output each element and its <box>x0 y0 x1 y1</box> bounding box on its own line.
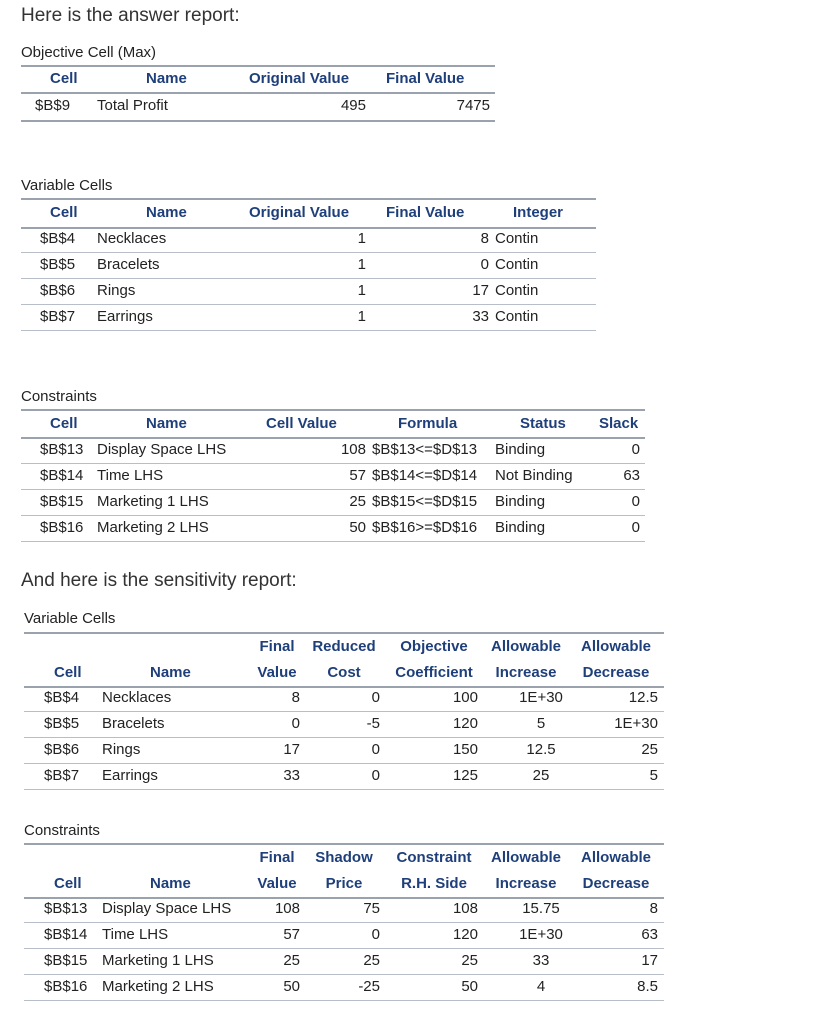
objective-final-value: 7475 <box>456 97 490 114</box>
table-cell-ref: $B$13 <box>40 441 84 458</box>
table-cell-name: Display Space LHS <box>97 441 227 458</box>
table-cell-cost-or-price: -25 <box>358 978 380 995</box>
answer-report-intro: Here is the answer report: <box>21 5 240 26</box>
table-cell-ref: $B$6 <box>44 741 80 758</box>
answer-variables-title: Variable Cells <box>21 177 113 194</box>
table-cell-final-value: 50 <box>283 978 300 995</box>
header-top-1: Reduced <box>312 638 376 655</box>
table-cell-ref: $B$15 <box>40 493 84 510</box>
table-cell-cost-or-price: 0 <box>371 767 380 784</box>
table-cell-ref: $B$7 <box>44 767 80 784</box>
header-top-1: Shadow <box>315 849 373 866</box>
table-cell-allowable-increase: 25 <box>532 767 550 784</box>
table-cell-final-value: 25 <box>283 952 300 969</box>
table-cell-ref: $B$14 <box>40 467 84 484</box>
sensitivity-report-intro: And here is the sensitivity report: <box>21 570 297 591</box>
header-bottom-2: Value <box>257 664 297 681</box>
header-cell: Cell <box>54 875 82 892</box>
table-row-rule <box>24 737 664 738</box>
sensitivity-variables-header-rule <box>24 686 664 688</box>
table-cell-integer: Contin <box>495 308 539 325</box>
header-top-0: Final <box>259 849 295 866</box>
answer-constraints-header-slack: Slack <box>599 415 639 432</box>
header-top-2: Objective <box>400 638 468 655</box>
table-cell-final-value: 108 <box>274 900 300 917</box>
header-top-0: Final <box>259 638 295 655</box>
table-cell-name: Necklaces <box>97 230 167 247</box>
table-cell-allowable-increase: 33 <box>532 952 550 969</box>
table-cell-status: Binding <box>495 493 546 510</box>
objective-cell-name: Total Profit <box>97 97 168 114</box>
answer-variables-top-rule <box>21 198 596 200</box>
table-cell-name: Necklaces <box>102 689 172 706</box>
table-cell-slack: 0 <box>631 519 640 536</box>
table-row-rule <box>24 789 664 790</box>
table-cell-ref: $B$5 <box>40 256 76 273</box>
table-cell-ref: $B$13 <box>44 900 88 917</box>
sensitivity-constraints-header-rule <box>24 897 664 899</box>
table-cell-allowable-decrease: 12.5 <box>628 689 658 706</box>
header-top-4: Allowable <box>580 638 651 655</box>
header-bottom-3: Price <box>325 875 363 892</box>
table-cell-name: Display Space LHS <box>102 900 232 917</box>
table-cell-status: Binding <box>495 441 546 458</box>
table-cell-final-value: 57 <box>283 926 300 943</box>
header-bottom-5: Increase <box>495 875 557 892</box>
table-row-rule <box>21 252 596 253</box>
table-cell-name: Marketing 1 LHS <box>97 493 209 510</box>
table-cell-original-value: 1 <box>357 282 366 299</box>
header-top-3: Allowable <box>490 849 561 866</box>
table-cell-formula: $B$16>=$D$16 <box>372 519 478 536</box>
header-cell: Cell <box>54 664 82 681</box>
answer-variables-header-final: Final Value <box>386 204 465 221</box>
table-row-rule <box>24 711 664 712</box>
table-cell-allowable-decrease: 17 <box>641 952 658 969</box>
answer-constraints-top-rule <box>21 409 645 411</box>
table-cell-coefficient-or-rhs: 120 <box>452 715 478 732</box>
answer-variables-header-cell: Cell <box>50 204 78 221</box>
table-cell-final-value: 33 <box>283 767 300 784</box>
table-cell-value: 25 <box>349 493 366 510</box>
answer-constraints-header-formula: Formula <box>398 415 458 432</box>
table-cell-value: 108 <box>340 441 366 458</box>
table-row-rule <box>21 304 596 305</box>
answer-constraints-title: Constraints <box>21 388 97 405</box>
answer-constraints-header-status: Status <box>520 415 566 432</box>
table-cell-slack: 0 <box>631 493 640 510</box>
table-cell-ref: $B$14 <box>44 926 88 943</box>
table-row-rule <box>24 1000 664 1001</box>
header-top-4: Allowable <box>580 849 651 866</box>
objective-top-rule <box>21 65 495 67</box>
table-cell-name: Marketing 1 LHS <box>102 952 214 969</box>
table-cell-allowable-decrease: 8 <box>649 900 658 917</box>
table-cell-coefficient-or-rhs: 125 <box>452 767 478 784</box>
table-cell-final-value: 0 <box>480 256 489 273</box>
table-row-rule <box>21 463 645 464</box>
table-cell-allowable-increase: 1E+30 <box>519 926 563 943</box>
table-cell-name: Rings <box>97 282 136 299</box>
objective-header-cell: Cell <box>50 70 78 87</box>
table-cell-slack: 0 <box>631 441 640 458</box>
table-cell-final-value: 17 <box>472 282 489 299</box>
table-cell-name: Marketing 2 LHS <box>97 519 209 536</box>
table-cell-ref: $B$7 <box>40 308 76 325</box>
table-cell-name: Earrings <box>102 767 158 784</box>
table-cell-allowable-increase: 4 <box>536 978 546 995</box>
answer-variables-header-name: Name <box>146 204 187 221</box>
table-cell-name: Marketing 2 LHS <box>102 978 214 995</box>
table-row-rule <box>24 974 664 975</box>
table-row-rule <box>21 489 645 490</box>
table-cell-cost-or-price: -5 <box>366 715 380 732</box>
table-cell-ref: $B$6 <box>40 282 76 299</box>
sensitivity-constraints-title: Constraints <box>24 822 100 839</box>
table-cell-original-value: 1 <box>357 308 366 325</box>
header-bottom-4: Coefficient <box>395 664 473 681</box>
table-cell-final-value: 17 <box>283 741 300 758</box>
table-cell-coefficient-or-rhs: 25 <box>461 952 478 969</box>
answer-variables-header-rule <box>21 227 596 229</box>
objective-header-name: Name <box>146 70 187 87</box>
table-cell-integer: Contin <box>495 256 539 273</box>
header-name: Name <box>150 664 191 681</box>
header-bottom-3: Cost <box>327 664 361 681</box>
table-cell-ref: $B$5 <box>44 715 80 732</box>
table-cell-allowable-decrease: 8.5 <box>637 978 658 995</box>
table-cell-name: Rings <box>102 741 141 758</box>
table-cell-cost-or-price: 0 <box>371 926 380 943</box>
answer-constraints-header-cell: Cell <box>50 415 78 432</box>
table-cell-integer: Contin <box>495 230 539 247</box>
table-cell-coefficient-or-rhs: 150 <box>452 741 478 758</box>
table-cell-ref: $B$16 <box>40 519 84 536</box>
header-bottom-2: Value <box>257 875 297 892</box>
table-cell-formula: $B$15<=$D$15 <box>372 493 478 510</box>
table-cell-allowable-decrease: 63 <box>641 926 658 943</box>
table-cell-name: Earrings <box>97 308 153 325</box>
table-cell-slack: 63 <box>623 467 640 484</box>
table-cell-ref: $B$4 <box>44 689 80 706</box>
answer-variables-header-integer: Integer <box>513 204 564 221</box>
sensitivity-variables-top-rule <box>24 632 664 634</box>
table-row-rule <box>21 541 645 542</box>
table-cell-ref: $B$16 <box>44 978 88 995</box>
table-cell-coefficient-or-rhs: 50 <box>461 978 478 995</box>
header-bottom-6: Decrease <box>582 875 650 892</box>
header-bottom-4: R.H. Side <box>401 875 467 892</box>
answer-constraints-header-rule <box>21 437 645 439</box>
table-cell-cost-or-price: 0 <box>371 689 380 706</box>
header-name: Name <box>150 875 191 892</box>
objective-header-original: Original Value <box>249 70 350 87</box>
table-cell-formula: $B$13<=$D$13 <box>372 441 478 458</box>
header-top-3: Allowable <box>490 638 561 655</box>
objective-section-title: Objective Cell (Max) <box>21 44 157 61</box>
table-cell-allowable-increase: 12.5 <box>526 741 556 758</box>
answer-constraints-header-cell-value: Cell Value <box>266 415 337 432</box>
table-cell-final-value: 8 <box>480 230 489 247</box>
table-row-rule <box>21 330 596 331</box>
table-row-rule <box>21 278 596 279</box>
table-row-rule <box>24 763 664 764</box>
table-cell-cost-or-price: 25 <box>363 952 380 969</box>
table-cell-cost-or-price: 0 <box>371 741 380 758</box>
table-cell-cost-or-price: 75 <box>363 900 380 917</box>
header-bottom-6: Decrease <box>582 664 650 681</box>
table-cell-status: Not Binding <box>495 467 573 484</box>
table-cell-name: Time LHS <box>102 926 169 943</box>
table-cell-allowable-increase: 1E+30 <box>519 689 563 706</box>
objective-cell-ref: $B$9 <box>35 97 71 114</box>
objective-original-value: 495 <box>340 97 366 114</box>
table-cell-name: Time LHS <box>97 467 164 484</box>
sensitivity-variables-title: Variable Cells <box>24 610 116 627</box>
table-cell-allowable-decrease: 5 <box>649 767 658 784</box>
table-cell-original-value: 1 <box>357 230 366 247</box>
table-cell-value: 57 <box>349 467 366 484</box>
answer-variables-header-original: Original Value <box>249 204 350 221</box>
table-cell-status: Binding <box>495 519 546 536</box>
table-row-rule <box>21 515 645 516</box>
table-cell-value: 50 <box>349 519 366 536</box>
table-cell-original-value: 1 <box>357 256 366 273</box>
table-cell-ref: $B$4 <box>40 230 76 247</box>
objective-header-final: Final Value <box>386 70 465 87</box>
table-cell-allowable-increase: 5 <box>536 715 546 732</box>
table-cell-formula: $B$14<=$D$14 <box>372 467 478 484</box>
table-cell-ref: $B$15 <box>44 952 88 969</box>
table-cell-name: Bracelets <box>97 256 160 273</box>
sensitivity-constraints-top-rule <box>24 843 664 845</box>
header-top-2: Constraint <box>396 849 472 866</box>
table-cell-final-value: 33 <box>472 308 489 325</box>
table-cell-integer: Contin <box>495 282 539 299</box>
table-row-rule <box>24 922 664 923</box>
table-cell-coefficient-or-rhs: 108 <box>452 900 478 917</box>
table-cell-allowable-increase: 15.75 <box>522 900 560 917</box>
table-cell-allowable-decrease: 1E+30 <box>614 715 658 732</box>
header-bottom-5: Increase <box>495 664 557 681</box>
answer-constraints-header-name: Name <box>146 415 187 432</box>
table-cell-coefficient-or-rhs: 120 <box>452 926 478 943</box>
objective-header-rule <box>21 92 495 94</box>
table-row-rule <box>24 948 664 949</box>
table-cell-name: Bracelets <box>102 715 165 732</box>
table-cell-final-value: 0 <box>291 715 300 732</box>
table-cell-final-value: 8 <box>291 689 300 706</box>
table-cell-allowable-decrease: 25 <box>641 741 658 758</box>
objective-bottom-rule <box>21 120 495 122</box>
table-cell-coefficient-or-rhs: 100 <box>452 689 478 706</box>
